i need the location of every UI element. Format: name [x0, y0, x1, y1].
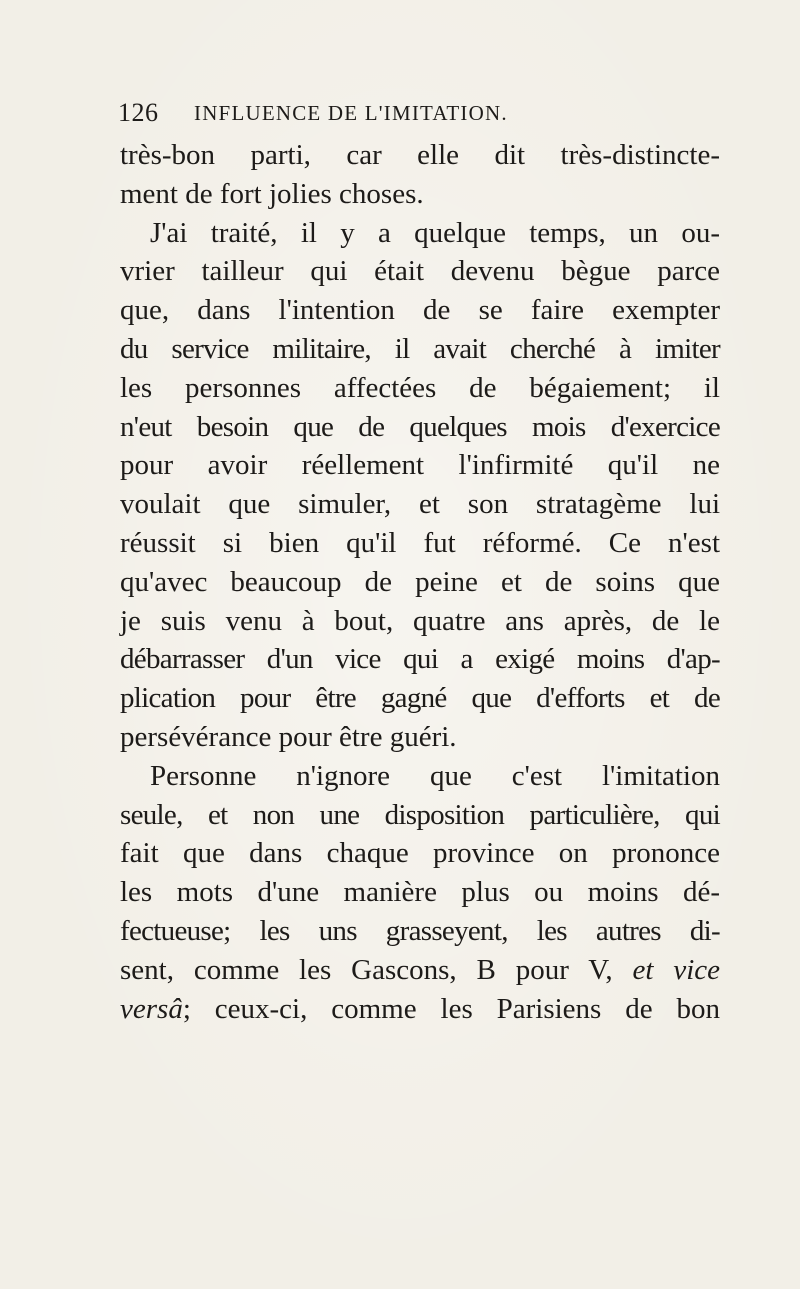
- text-line: fait que dans chaque province on prononce: [120, 837, 720, 870]
- text-segment: ; ceux-ci, comme les Parisiens de bon: [182, 992, 720, 1025]
- page-number: 126: [118, 98, 159, 127]
- text-line: n'eut besoin que de quelques mois d'exercice: [120, 410, 720, 443]
- paragraph-start-line: Personne n'ignore que c'est l'imitation: [150, 759, 720, 792]
- text-line-with-italic: [120, 990, 720, 1029]
- text-line: ment de fort jolies choses.: [120, 177, 424, 210]
- text-line: débarrasser d'un vice qui a exigé moins d'ap-: [120, 643, 720, 676]
- text-line: très-bon parti, car elle dit très-distincte-: [120, 139, 720, 171]
- italic-phrase: et vice: [632, 953, 720, 986]
- text-line: pour avoir réellement l'infirmité qu'il ne: [120, 449, 720, 482]
- text-line: que, dans l'intention de se faire exempter: [120, 294, 720, 327]
- paragraph-start-line: J'ai traité, il y a quelque temps, un ou-: [150, 216, 720, 249]
- text-line: les personnes affectées de bégaiement; il: [120, 371, 720, 404]
- text-line: plication pour être gagné que d'efforts et de: [120, 682, 720, 715]
- running-head: INFLUENCE DE L'IMITATION.: [194, 101, 508, 125]
- text-line: vrier tailleur qui était devenu bègue parce: [120, 255, 720, 288]
- page-header: [118, 86, 718, 126]
- text-line: voulait que simuler, et son stratagème lui: [120, 488, 720, 521]
- body-text: [120, 136, 720, 1028]
- text-line-with-italic: [120, 951, 720, 990]
- text-line: qu'avec beaucoup de peine et de soins que: [120, 565, 720, 598]
- italic-phrase: versâ: [120, 992, 183, 1025]
- text-line: seule, et non une disposition particulière, qui: [120, 798, 720, 831]
- text-segment: sent, comme les Gascons, B pour V,: [120, 953, 633, 986]
- text-line: persévérance pour être guéri.: [120, 720, 457, 753]
- text-line: fectueuse; les uns grasseyent, les autres di-: [120, 914, 720, 947]
- text-line: je suis venu à bout, quatre ans après, de le: [120, 604, 720, 637]
- text-line: les mots d'une manière plus ou moins dé-: [120, 876, 720, 909]
- text-line: du service militaire, il avait cherché à imiter: [120, 332, 720, 365]
- text-line: réussit si bien qu'il fut réformé. Ce n'est: [120, 526, 720, 559]
